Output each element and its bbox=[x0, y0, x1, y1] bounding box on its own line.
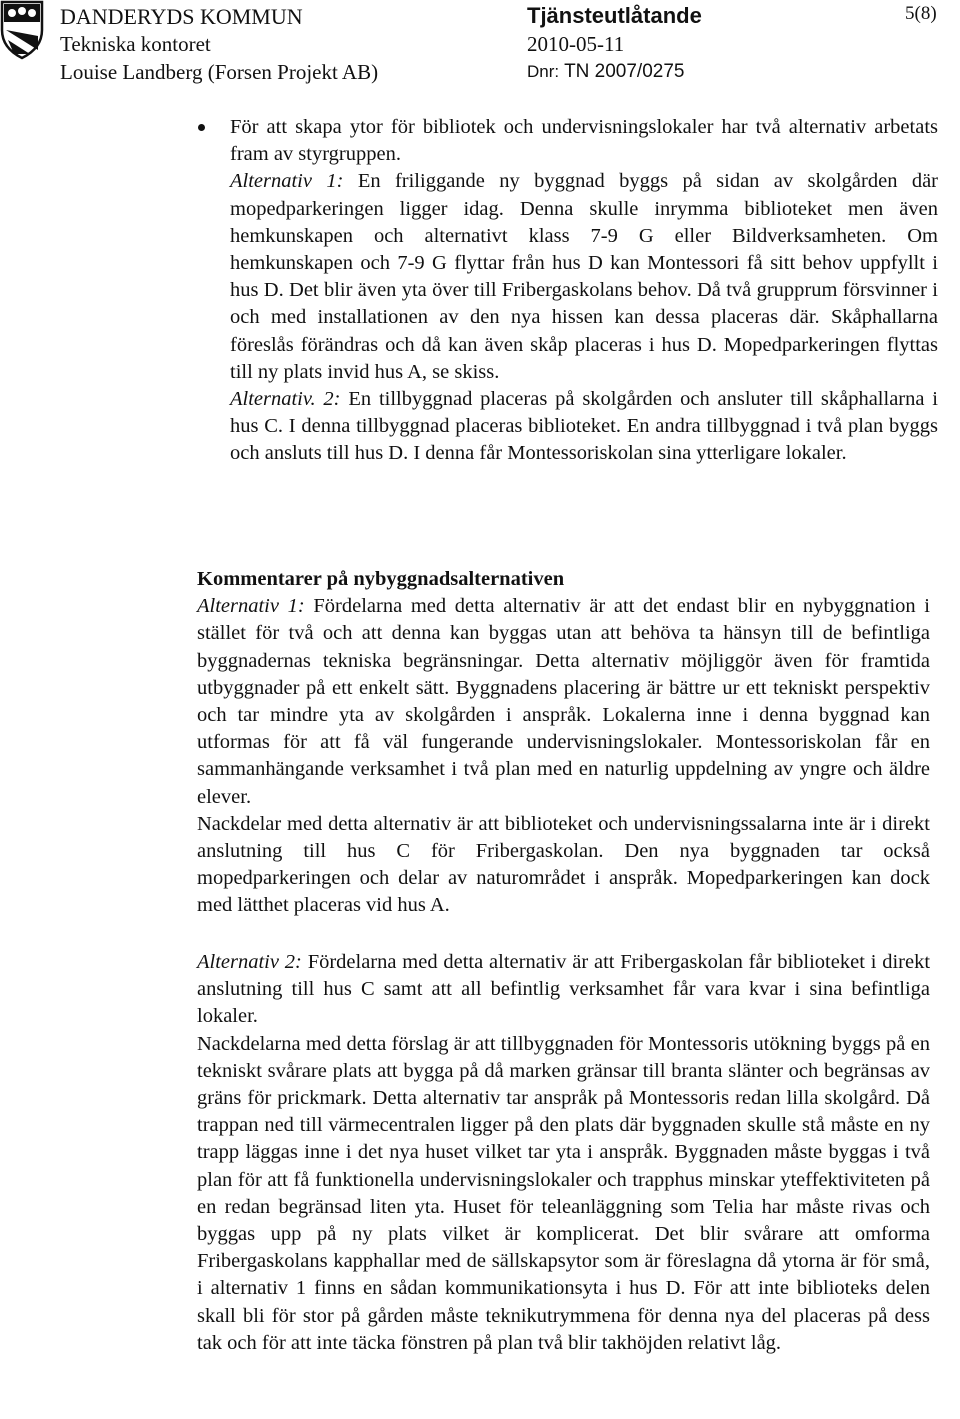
comments-alt2-section bbox=[197, 949, 930, 1357]
organization-name: DANDERYDS KOMMUN bbox=[60, 4, 303, 29]
comments-alt1-cons: Nackdelar med detta alternativ är att biblioteket och undervisningssalarna inte är i direkt anslutning till hus C för Fribergaskolan. Den nya byggnaden tar också mopedparkeringen och delar av naturområdet i anspråk. Mopedparkeringen kan dock med lätthet placeras vid hus A. bbox=[197, 812, 930, 917]
dnr-value: TN 2007/0275 bbox=[564, 61, 685, 82]
document-date: 2010-05-11 bbox=[527, 32, 625, 56]
dnr-label: Dnr: bbox=[527, 62, 560, 81]
comments-section bbox=[197, 566, 930, 920]
alt1-text: En friliggande ny byggnad byggs på sidan av skolgården där mopedparkeringen ligger idag. Denna skulle inrymma biblioteket men även hemkunskapen och alternativt klass 7-9 G eller Bildverksamheten. Om hemkunskapen och 7-9 G flyttar från hus D kan Montessori få sitt behov uppfyllt i hus D. Det blir även yta över till Fribergaskolans behov. Då två grupprum försvinner i och med installationen av den nya hissen kan dessa placeras där. Skåphallarna föreslås förändras och då kan även skåp placeras i hus D. Mopedparkeringen flyttas till ny plats invid hus A, se skiss. bbox=[230, 170, 939, 383]
coat-of-arms-icon bbox=[0, 0, 44, 60]
comments-alt1 bbox=[197, 593, 930, 811]
bullet-alternative-1 bbox=[230, 168, 938, 386]
author-name: Louise Landberg (Forsen Projekt AB) bbox=[60, 60, 379, 84]
alternatives-bullet bbox=[198, 114, 938, 468]
comments-heading: Kommentarer på nybyggnadsalternativen bbox=[197, 568, 565, 590]
comments-alt2-label: Alternativ 2: bbox=[197, 951, 302, 973]
department-name: Tekniska kontoret bbox=[60, 32, 211, 56]
comments-alt2-text: Fördelarna med detta alternativ är att Fribergaskolan får biblioteket i direkt anslutning till hus C samt att all befintlig verksamhet får vara kvar i sina befintliga lokaler. bbox=[197, 951, 931, 1028]
page-number: 5(8) bbox=[905, 3, 937, 24]
bullet-alternative-2 bbox=[230, 386, 938, 468]
bullet-body bbox=[230, 114, 938, 468]
alt2-text: En tillbyggnad placeras på skolgården och ansluter till skåphallarna i hus C. I denna tillbyggnad placeras biblioteket. En andra tillbyggnad i två plan byggs och ansluts till hus D. I denna får Montessoriskolan sina ytterligare lokaler. bbox=[230, 388, 938, 465]
comments-alt1-text: Fördelarna med detta alternativ är att det endast blir en nybyggnation i stället för två och att denna kan byggas utan att behöva ta hänsyn till de befintliga byggnadernas tekniska begränsningar. Detta alternativ möjliggör även för framtida utbyggnader på ett enkelt sätt. Byggnadens placering är bättre ur ett tekniskt perspektiv och tar mindre yta av skolgården i anspråk. Lokalerna inne i denna byggnad kan utformas för att få väl fungerande undervisningslokaler. Montessoriskolan får en sammanhängande verksamhet i två plan med en naturlig uppdelning av yngre och äldre elever. bbox=[197, 595, 930, 808]
document-type: Tjänsteutlåtande bbox=[527, 3, 702, 28]
comments-alt2-cons: Nackdelarna med detta förslag är att tillbyggnaden för Montessoris utökning byggs på en tekniskt svårare plats att bygga på då marken gränsar till branta slänter och begränsas av gräns för prickmark. Detta alternativ tar anspråk på Montessoris redan lilla skolgård. Då trappan ned till värmecentralen ligger på den plats där byggnaden skulle stå måste en ny trapp läggas inne i det nya huset vilket tar yta i anspråk. Byggnaden måste byggas i två plan för att få funktionella undervisningslokaler och trapphus minskar yteffektiviteten på en redan begränsad liten yta. Huset för teleanläggning som Telia har måste rivas och byggas upp på ny plats vilket är komplicerat. Det blir svårare att omforma Fribergaskolans kapphallar med de sällskapsytor som är föreslagna då ytorna är för små, i alternativ 1 finns en sådan kommunikationsyta i hus D. För att inte biblioteks delen skall bli för stor på gården måste teknikutrymmena för denna nya del placeras på dess tak och för att inte täcka fönstren på plan två blir takhöjden relativt låg. bbox=[197, 1032, 930, 1354]
document-number bbox=[527, 62, 684, 81]
bullet-intro: För att skapa ytor för bibliotek och undervisningslokaler har två alternativ arbetats fram av styrgruppen. bbox=[230, 116, 938, 166]
alt1-label: Alternativ 1: bbox=[230, 170, 344, 193]
alt2-label: Alternativ. 2: bbox=[230, 388, 341, 411]
comments-alt1-label: Alternativ 1: bbox=[197, 595, 305, 618]
bullet-dot-icon bbox=[198, 124, 205, 131]
comments-alt2 bbox=[197, 949, 930, 1031]
